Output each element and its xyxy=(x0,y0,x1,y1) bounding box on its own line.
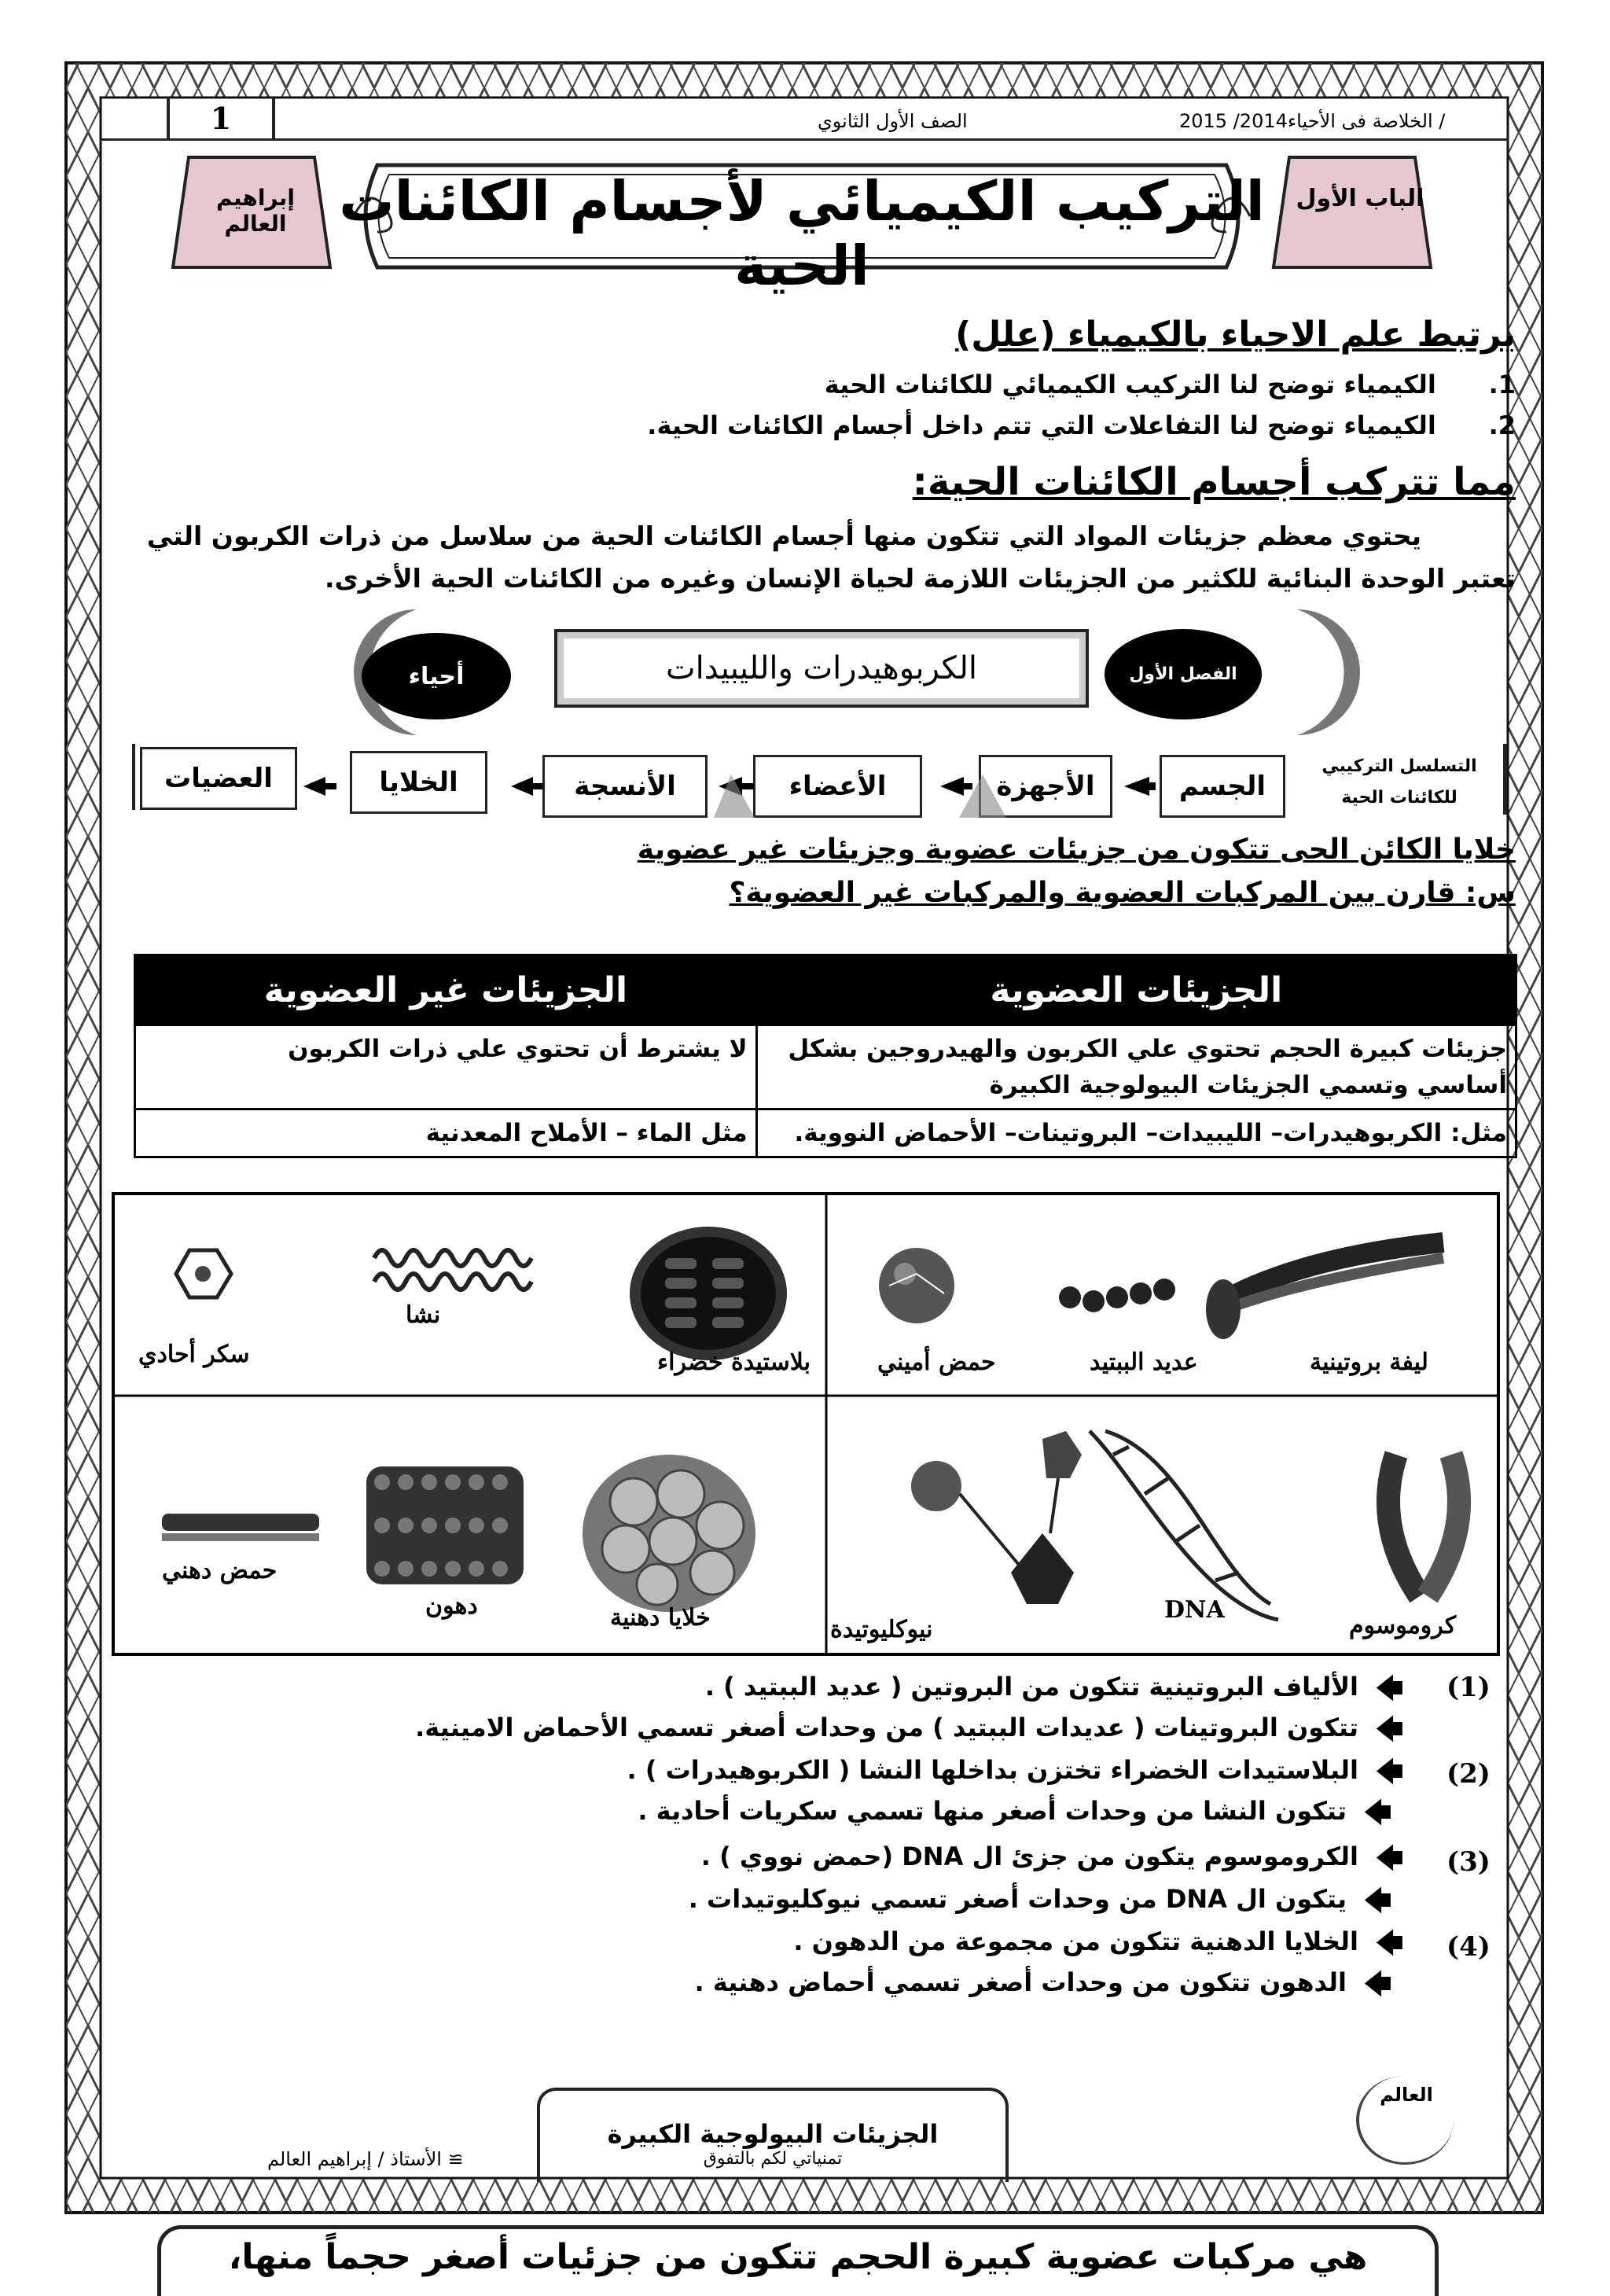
level-tissues-text: الأنسجة xyxy=(574,771,676,802)
caption-nucleotide: نيوكليوتيدة xyxy=(830,1616,933,1643)
level-organs-text: الأعضاء xyxy=(788,771,887,802)
banner-center-box xyxy=(554,629,1089,708)
caption-fat-cells: خلايا دهنية xyxy=(610,1604,711,1632)
bullet-3: البلاستيدات الخضراء تختزن بداخلها النشا ( الكربوهيدرات ) . xyxy=(627,1755,1358,1785)
hierarchy-right-bar xyxy=(1503,744,1507,815)
banner-left-text: أحياء xyxy=(408,662,465,690)
arrow-icon: 🡄 xyxy=(1376,1928,1404,1959)
arrow-icon: 🡄 xyxy=(1376,1673,1404,1705)
definition-text: هي مركبات عضوية كبيرة الحجم تتكون من جزئيات أصغر حجماً منها، xyxy=(228,2237,1368,2277)
table-row xyxy=(135,1025,1516,1109)
arrow-icon: 🡄 xyxy=(1376,1714,1404,1746)
page-number: 1 xyxy=(210,100,232,136)
level-systems-text: الأجهزة xyxy=(996,771,1095,802)
starch-icon xyxy=(374,1250,531,1290)
caption-chloroplast: بلاستيدة خضراء xyxy=(657,1349,811,1376)
definition-box xyxy=(157,2225,1439,2296)
banner-center-text: الكربوهيدرات والليبيدات xyxy=(665,650,978,686)
chromosome-icon xyxy=(1388,1455,1459,1596)
left-badge: إبراهيم العالم xyxy=(216,185,295,237)
bullet-num-2: (2) xyxy=(1446,1758,1491,1790)
hierarchy-label-line-2: للكائنات الحية xyxy=(1341,788,1457,808)
caption-amino-acid: حمض أميني xyxy=(877,1349,996,1376)
footer-box xyxy=(537,2088,1009,2182)
bullet-num-4: (4) xyxy=(1446,1931,1491,1963)
page-number-box xyxy=(167,98,275,138)
composition-line-2: تعتبر الوحدة البنائية للكثير من الجزيئات اللازمة لحياة الإنسان وغيره من الكائنات الحية الأخرى. xyxy=(325,563,1516,594)
page-title: التركيب الكيميائي لأجسام الكائنات الحية xyxy=(339,169,1265,298)
organic-examples: مثل: الكربوهيدرات– الليبيدات– البروتينات– الأحماض النووية. xyxy=(756,1109,1516,1157)
fatty-acid-icon xyxy=(162,1514,319,1541)
amino-acid-icon xyxy=(879,1248,954,1323)
comparison-header-row xyxy=(135,955,1516,1025)
bullet-num-1: (1) xyxy=(1446,1672,1491,1703)
header-inorganic: الجزيئات غير العضوية xyxy=(135,955,757,1025)
caption-monosaccharide: سكر أحادي xyxy=(138,1341,250,1368)
intro-point-1-text: الكيمياء توضح لنا التركيب الكيميائي للكائنات الحية xyxy=(824,370,1436,399)
hierarchy-arrows xyxy=(291,751,1313,822)
caption-protein-fiber: ليفة بروتينية xyxy=(1310,1349,1428,1376)
composition-heading: مما تتركب أجسام الكائنات الحية: xyxy=(912,460,1516,504)
bullet-8: الدهون تتكون من وحدات أصغر تسمي أحماض دهنية . xyxy=(694,1967,1347,1997)
bullet-7: الخلايا الدهنية تتكون من مجموعة من الدهون . xyxy=(793,1926,1358,1956)
header-organic: الجزيئات العضوية xyxy=(756,955,1516,1025)
intro-point-2-text: الكيمياء توضح لنا التفاعلات التي تتم داخل أجسام الكائنات الحية. xyxy=(647,410,1436,440)
bullet-5: الكروموسوم يتكون من جزئ ال DNA (حمض نووي ) . xyxy=(700,1842,1358,1871)
bullet-2: تتكون البروتينات ( عديدات الببتيد ) من وحدات أصغر تسمي الأحماض الامينية. xyxy=(415,1713,1358,1742)
level-organelles xyxy=(140,747,297,810)
arrow-icon: 🡄 xyxy=(1376,1757,1404,1788)
intro-point-2 xyxy=(647,410,1516,440)
bullet-1: الألياف البروتينية تتكون من البروتين ( عديد الببتيد ) . xyxy=(704,1672,1358,1702)
intro-heading: يرتبط علم الاحياء بالكيمياء (علل) xyxy=(955,315,1516,355)
banner-right-text: الفصل الأول xyxy=(1129,664,1237,684)
footer-title: الجزيئات البيولوجية الكبيرة xyxy=(607,2119,939,2149)
level-organelles-text: العضيات xyxy=(164,763,273,794)
arrow-icon: 🡄 xyxy=(1364,1797,1392,1829)
intro-point-1 xyxy=(825,370,1516,399)
cells-statement: خلايا الكائن الحى تتكون من جزيئات عضوية وجزيئات غير عضوية xyxy=(637,833,1516,866)
right-badge: الباب الأول xyxy=(1296,185,1424,212)
fats-icon xyxy=(366,1466,524,1584)
inorganic-examples: مثل الماء – الأملاح المعدنية xyxy=(135,1109,757,1157)
footer-subtitle: تمنياتي لكم بالتفوق xyxy=(703,2149,843,2169)
fat-cells-icon xyxy=(583,1455,755,1612)
monosaccharide-icon xyxy=(176,1250,231,1297)
level-cells-text: الخلايا xyxy=(379,767,458,798)
header-rule xyxy=(101,138,1508,141)
intro-point-1-num: 1. xyxy=(1488,370,1516,399)
table-row xyxy=(135,1109,1516,1157)
nucleotide-icon xyxy=(911,1431,1082,1604)
grade-label: الصف الأول الثانوي xyxy=(818,110,968,132)
banner-right-oval xyxy=(1105,629,1262,719)
course-label: / الخلاصة فى الأحياء2014/ 2015 xyxy=(1179,110,1446,132)
comparison-question: س: قارن بين المركبات العضوية والمركبات غير العضوية؟ xyxy=(729,877,1516,909)
arrow-icon: 🡄 xyxy=(1376,1843,1404,1875)
polypeptide-icon xyxy=(1059,1279,1175,1312)
footer-logo-text: العالم xyxy=(1380,2084,1433,2106)
composition-line-1: يحتوي معظم جزيئات المواد التي تتكون منها أجسام الكائنات الحية من سلاسل من ذرات الكربون التي xyxy=(146,521,1421,551)
hierarchy-label-line-1: التسلسل التركيبي xyxy=(1321,756,1477,776)
footer-logo xyxy=(1356,2076,1454,2165)
caption-starch: نشا xyxy=(406,1301,441,1329)
molecules-figure xyxy=(112,1192,1500,1656)
footer-teacher: ≅ الأستاذ / إبراهيم العالم xyxy=(267,2148,464,2170)
caption-fats: دهون xyxy=(425,1592,478,1620)
arrow-icon: 🡄 xyxy=(1364,1969,1392,2000)
hierarchy-label xyxy=(1305,751,1494,814)
comparison-table xyxy=(134,954,1517,1158)
caption-dna: DNA xyxy=(1164,1596,1225,1624)
intro-point-2-num: 2. xyxy=(1488,410,1516,440)
caption-fatty-acid: حمض دهني xyxy=(162,1557,278,1584)
level-body-text: الجسم xyxy=(1178,771,1266,802)
inorganic-definition: لا يشترط أن تحتوي علي ذرات الكربون xyxy=(135,1025,757,1109)
banner-left-oval xyxy=(362,633,511,719)
molecules-illustration xyxy=(115,1195,1497,1653)
protein-fiber-icon xyxy=(1206,1242,1443,1339)
bullet-4: تتكون النشا من وحدات أصغر منها تسمي سكريات أحادية . xyxy=(638,1796,1347,1826)
organic-definition: جزيئات كبيرة الحجم تحتوي علي الكربون والهيدروجين بشكل أساسي وتسمي الجزيئات البيولوجية الكبيرة xyxy=(756,1025,1516,1109)
arrow-icon: 🡄 xyxy=(1364,1886,1392,1917)
caption-polypeptide: عديد الببتيد xyxy=(1090,1349,1198,1376)
caption-chromosome: كروموسوم xyxy=(1349,1612,1457,1639)
bullet-6: يتكون ال DNA من وحدات أصغر تسمي نيوكليوتيدات . xyxy=(688,1884,1347,1914)
bullet-num-3: (3) xyxy=(1446,1846,1491,1878)
hierarchy-left-bar xyxy=(132,744,135,810)
dna-icon xyxy=(1090,1431,1278,1620)
chloroplast-icon xyxy=(630,1227,787,1360)
